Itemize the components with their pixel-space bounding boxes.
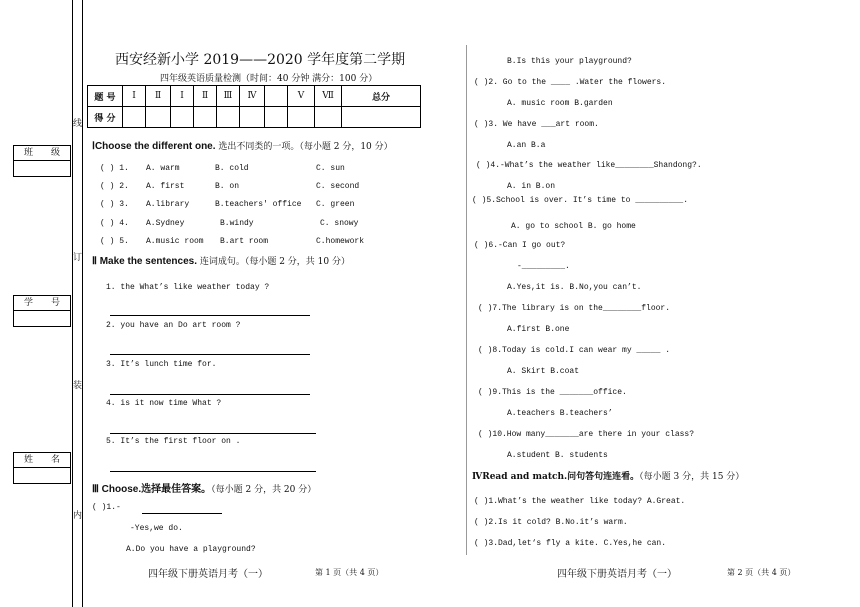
score-cell: 题 号 [88, 86, 123, 107]
match-item: ( )1.What’s the weather like today? A.Great. [474, 497, 686, 506]
choice-reply: -_________. [517, 262, 570, 271]
choice-options: A. Skirt B.coat [507, 367, 580, 376]
score-cell: Ⅰ [171, 86, 194, 107]
score-table-score-row [88, 107, 421, 128]
score-cell: Ⅱ [146, 86, 171, 107]
section3-heading-bold: Ⅲ Choose.选择最佳答案。 [92, 484, 212, 495]
section2-item: 1. the What’s like weather today ? [106, 283, 270, 292]
section1-item-number: ( ) 5. [100, 237, 129, 246]
score-input-cell[interactable] [240, 107, 265, 128]
footer-right-page: 第 2 页（共 4 页） [727, 568, 796, 577]
answer-line[interactable] [110, 354, 310, 355]
section1-heading-bold: ⅠChoose the different one. [92, 141, 216, 152]
student-id-label: 学 号 [14, 296, 70, 311]
score-input-cell[interactable] [217, 107, 240, 128]
section1-option-c: C. green [316, 200, 355, 209]
score-input-cell[interactable] [171, 107, 194, 128]
score-cell: Ⅱ [194, 86, 217, 107]
score-input-cell[interactable] [194, 107, 217, 128]
section2-item: 5. It’s the first floor on . [106, 437, 241, 446]
choice-options: A.student B. students [507, 451, 608, 460]
section2-heading-bold: Ⅱ Make the sentences. [92, 256, 197, 267]
section1-item-number: ( ) 4. [100, 219, 129, 228]
section1-option-a: A.music room [146, 237, 204, 246]
name-label: 姓 名 [14, 453, 70, 468]
section2-heading-rest: 连词成句。（每小题 2 分，共 10 分） [196, 257, 350, 267]
gutter-char-staple: 订 [73, 253, 83, 263]
score-cell: Ⅶ [315, 86, 342, 107]
score-cell: Ⅴ [288, 86, 315, 107]
section3-heading [92, 480, 316, 495]
choice-options: A. in B.on [507, 182, 556, 191]
section3-q1-option-a: A.Do you have a playground? [126, 545, 256, 554]
section3-q1-option-b: B.Is this your playground? [507, 57, 632, 66]
choice-question: ( )9.This is the _______office. [478, 388, 627, 397]
score-table [87, 85, 421, 128]
score-table-header-row [88, 86, 421, 107]
choice-options: A.first B.one [507, 325, 570, 334]
gutter-char-line: 线 [73, 119, 83, 129]
choice-question: ( )4.-What’s the weather like________Shandong?. [476, 161, 702, 170]
answer-line[interactable] [142, 513, 222, 514]
section1-option-c: C.homework [316, 237, 365, 246]
section1-option-a: A. warm [146, 164, 180, 173]
section2-item: 2. you have an Do art room ? [106, 321, 241, 330]
score-cell: Ⅲ [217, 86, 240, 107]
section1-heading [92, 139, 393, 152]
footer-left-title: 四年级下册英语月考（一） [148, 569, 268, 580]
section1-option-b: B.art room [220, 237, 269, 246]
score-input-cell[interactable] [123, 107, 146, 128]
answer-line[interactable] [110, 315, 310, 316]
score-cell: Ⅳ [240, 86, 265, 107]
footer-right-title: 四年级下册英语月考（一） [557, 569, 677, 580]
section1-option-b: B. on [215, 182, 240, 191]
exam-subtitle: 四年级英语质量检测（时间：40 分钟 满分：100 分） [160, 74, 378, 84]
choice-question: ( )6.-Can I go out? [474, 241, 566, 250]
section2-heading [92, 254, 350, 267]
section1-option-c: C. second [316, 182, 360, 191]
score-cell: Ⅰ [123, 86, 146, 107]
answer-line[interactable] [110, 471, 316, 472]
choice-options: A.an B.a [507, 141, 546, 150]
choice-options: A.teachers B.teachers’ [507, 409, 613, 418]
score-input-cell[interactable] [315, 107, 342, 128]
choice-question: ( )2. Go to the ____ .Water the flowers. [474, 78, 667, 87]
answer-line[interactable] [110, 433, 316, 434]
section3-heading-rest: （每小题 2 分，共 20 分） [211, 485, 317, 495]
section1-option-c: C. snowy [320, 219, 359, 228]
score-input-cell[interactable] [146, 107, 171, 128]
section2-item: 3. It’s lunch time for. [106, 360, 217, 369]
section4-heading [472, 469, 744, 482]
class-box [13, 145, 71, 177]
section1-option-b: B.windy [220, 219, 254, 228]
section1-option-a: A.Sydney [146, 219, 185, 228]
choice-options: A. go to school B. go home [511, 222, 636, 231]
section4-heading-rest: （每小题 3 分，共 15 分） [639, 472, 745, 482]
section1-item-number: ( ) 1. [100, 164, 129, 173]
section1-option-b: B.teachers' office [215, 200, 302, 209]
choice-question: ( )10.How many_______are there in your class? [478, 430, 695, 439]
section1-option-a: A. first [146, 182, 185, 191]
answer-line[interactable] [110, 394, 310, 395]
choice-options: A.Yes,it is. B.No,you can’t. [507, 283, 642, 292]
gutter-char-bind: 装 [73, 381, 83, 391]
gutter-char-inner: 内 [73, 511, 83, 521]
score-input-cell[interactable] [288, 107, 315, 128]
student-id-box [13, 295, 71, 327]
section1-item-number: ( ) 3. [100, 200, 129, 209]
name-box [13, 452, 71, 484]
footer-left-page: 第 1 页（共 4 页） [315, 568, 384, 577]
class-label: 班 级 [14, 146, 70, 161]
score-cell: 总分 [342, 86, 421, 107]
match-item: ( )3.Dad,let‘s fly a kite. C.Yes,he can. [474, 539, 667, 548]
section1-item-number: ( ) 2. [100, 182, 129, 191]
section1-heading-rest: 选出不同类的一项。（每小题 2 分，10 分） [215, 142, 393, 152]
choice-question: ( )3. We have ___art room. [474, 120, 599, 129]
section1-option-a: A.library [146, 200, 190, 209]
section4-heading-bold: ⅣRead and match.问句答句连连看。 [472, 472, 640, 482]
section1-option-b: B. cold [215, 164, 249, 173]
choice-options: A. music room B.garden [507, 99, 613, 108]
score-cell: 得 分 [88, 107, 123, 128]
section1-option-c: C. sun [316, 164, 345, 173]
choice-question: ( )8.Today is cold.I can wear my _____ . [478, 346, 671, 355]
section3-q1-reply: -Yes,we do. [130, 524, 183, 533]
score-input-cell[interactable] [342, 107, 421, 128]
match-item: ( )2.Is it cold? B.No.it’s warm. [474, 518, 628, 527]
section2-item: 4. is it now time What ? [106, 399, 222, 408]
exam-title: 西安经新小学 2019——2020 学年度第二学期 [115, 52, 406, 68]
choice-question: ( )5.School is over. It’s time to __________. [472, 196, 689, 205]
choice-question: ( )7.The library is on the________floor. [478, 304, 671, 313]
score-input-cell[interactable] [265, 107, 288, 128]
section3-q1-prompt: ( )1.- [92, 503, 121, 512]
score-cell [265, 86, 288, 107]
